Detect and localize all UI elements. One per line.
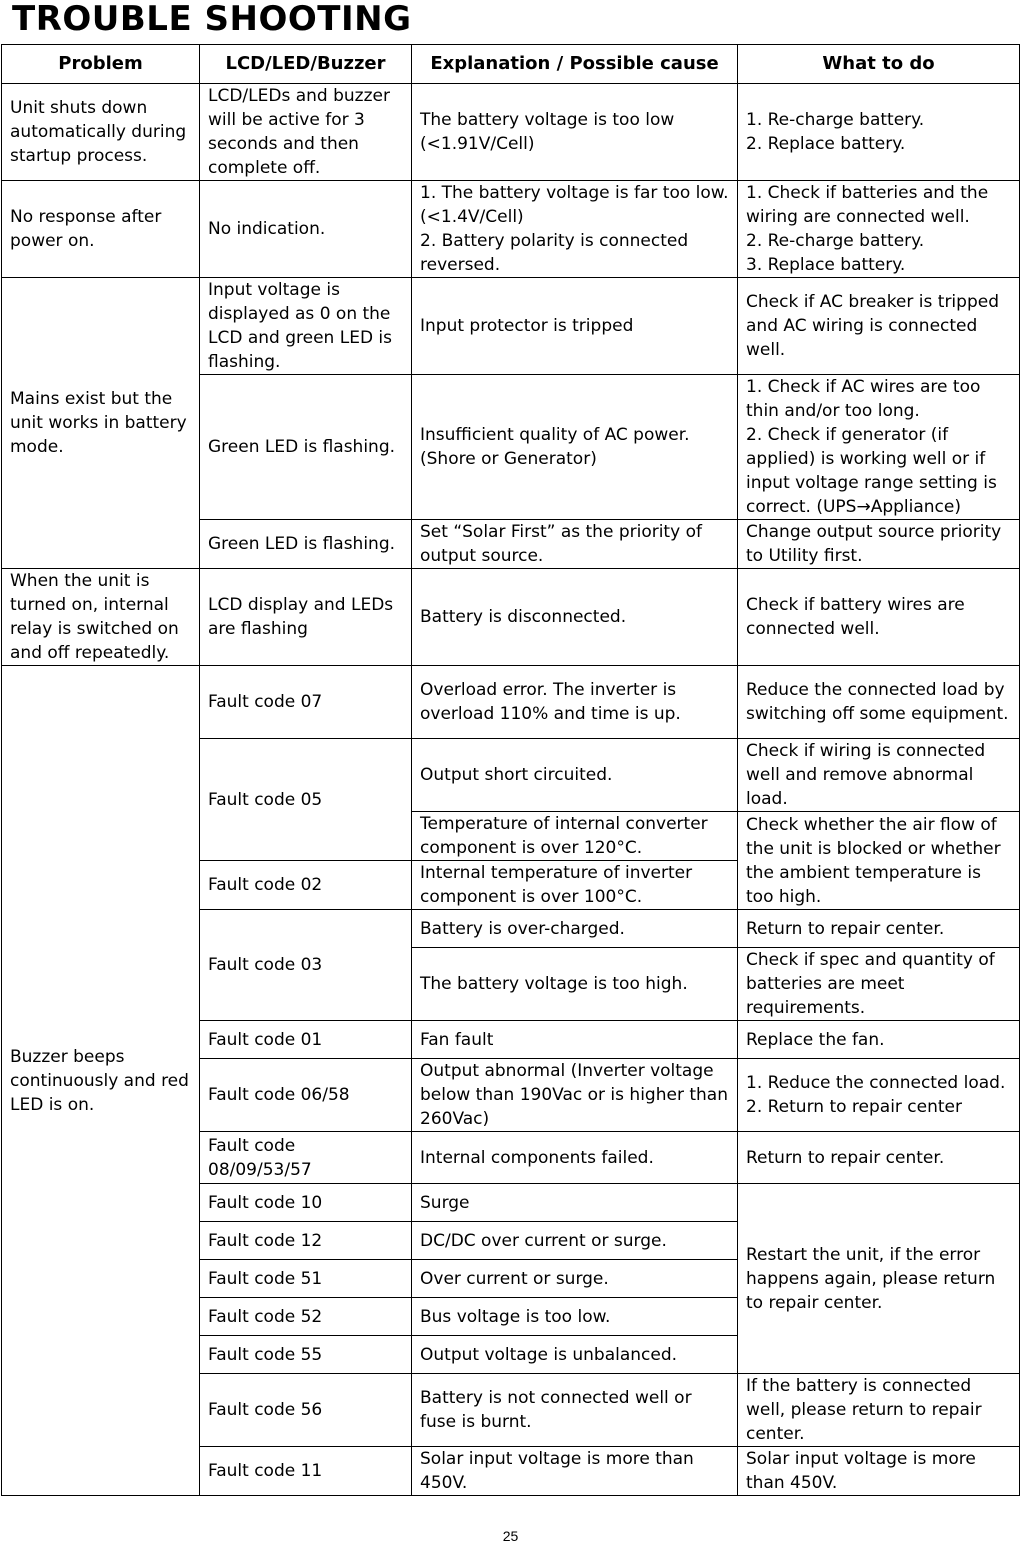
cause-cell: Battery is disconnected. <box>412 569 738 666</box>
page-number: 25 <box>502 1528 519 1544</box>
indicator-cell: Fault code 12 <box>200 1222 412 1260</box>
cause-cell: Surge <box>412 1184 738 1222</box>
cause-cell: Internal components failed. <box>412 1132 738 1184</box>
cause-cell: Set “Solar First” as the priority of output source. <box>412 520 738 569</box>
indicator-cell: Fault code 03 <box>200 910 412 1021</box>
table-row <box>2 569 1020 666</box>
action-cell: Return to repair center. <box>738 1132 1020 1184</box>
action-cell: Reduce the connected load by switching off some equipment. <box>738 666 1020 739</box>
action-cell <box>738 375 1020 520</box>
indicator-cell: Fault code 10 <box>200 1184 412 1222</box>
page-title: TROUBLE SHOOTING <box>12 0 412 39</box>
cause-cell: Solar input voltage is more than 450V. <box>412 1447 738 1496</box>
action-cell: Check if AC breaker is tripped and AC wiring is connected well. <box>738 278 1020 375</box>
action-cell: Change output source priority to Utility first. <box>738 520 1020 569</box>
table-row <box>2 666 1020 739</box>
cause-cell: Input protector is tripped <box>412 278 738 375</box>
action-line: 2. Re-charge battery. <box>746 231 925 251</box>
action-cell: Check if battery wires are connected well. <box>738 569 1020 666</box>
action-cell: Restart the unit, if the error happens again, please return to repair center. <box>738 1184 1020 1374</box>
indicator-cell: Fault code 02 <box>200 861 412 910</box>
cause-cell <box>412 181 738 278</box>
action-cell: Check if spec and quantity of batteries are meet requirements. <box>738 948 1020 1021</box>
cause-line: Insufficient quality of AC power. <box>420 425 690 445</box>
indicator-cell: Fault code 01 <box>200 1021 412 1059</box>
cause-cell: The battery voltage is too high. <box>412 948 738 1021</box>
action-cell: Solar input voltage is more than 450V. <box>738 1447 1020 1496</box>
cause-cell: Bus voltage is too low. <box>412 1298 738 1336</box>
indicator-cell: Green LED is flashing. <box>200 520 412 569</box>
header-indicator: LCD/LED/Buzzer <box>200 45 412 84</box>
cause-line: 1. The battery voltage is far too low. (<1.4V/Cell) <box>420 183 729 227</box>
problem-cell: No response after power on. <box>2 181 200 278</box>
table-header-row <box>2 45 1020 84</box>
action-line: 2. Return to repair center <box>746 1097 963 1117</box>
cause-line: 2. Battery polarity is connected reversed. <box>420 231 689 275</box>
table-row <box>2 278 1020 375</box>
indicator-cell: Fault code 55 <box>200 1336 412 1374</box>
action-cell <box>738 1059 1020 1132</box>
cause-cell: Output short circuited. <box>412 739 738 812</box>
troubleshooting-table <box>1 44 1020 1496</box>
action-line: 1. Reduce the connected load. <box>746 1073 1006 1093</box>
indicator-cell: Fault code 07 <box>200 666 412 739</box>
action-cell: Check if wiring is connected well and remove abnormal load. <box>738 739 1020 812</box>
action-cell <box>738 84 1020 181</box>
action-line: 2. Replace battery. <box>746 134 906 154</box>
cause-cell <box>412 375 738 520</box>
action-cell: Check whether the air flow of the unit is blocked or whether the ambient temperature is too high. <box>738 812 1020 910</box>
cause-cell: Temperature of internal converter component is over 120°C. <box>412 812 738 861</box>
indicator-cell: Fault code 51 <box>200 1260 412 1298</box>
action-line: 1. Check if batteries and the wiring are connected well. <box>746 183 989 227</box>
action-cell: If the battery is connected well, please return to repair center. <box>738 1374 1020 1447</box>
cause-cell: Output voltage is unbalanced. <box>412 1336 738 1374</box>
indicator-cell: Fault code 06/58 <box>200 1059 412 1132</box>
indicator-cell: LCD display and LEDs are flashing <box>200 569 412 666</box>
action-line: 1. Re-charge battery. <box>746 110 925 130</box>
indicator-cell: Fault code 11 <box>200 1447 412 1496</box>
indicator-cell: Input voltage is displayed as 0 on the LCD and green LED is flashing. <box>200 278 412 375</box>
cause-cell: Over current or surge. <box>412 1260 738 1298</box>
action-cell: Return to repair center. <box>738 910 1020 948</box>
action-cell: Replace the fan. <box>738 1021 1020 1059</box>
indicator-cell: Fault code 52 <box>200 1298 412 1336</box>
indicator-cell: LCD/LEDs and buzzer will be active for 3 seconds and then complete off. <box>200 84 412 181</box>
cause-cell: Fan fault <box>412 1021 738 1059</box>
header-action: What to do <box>738 45 1020 84</box>
cause-cell: Internal temperature of inverter component is over 100°C. <box>412 861 738 910</box>
action-line: 1. Check if AC wires are too thin and/or too long. <box>746 377 981 421</box>
indicator-cell: Fault code 56 <box>200 1374 412 1447</box>
cause-cell: Output abnormal (Inverter voltage below than 190Vac or is higher than 260Vac) <box>412 1059 738 1132</box>
problem-cell: Mains exist but the unit works in battery mode. <box>2 278 200 569</box>
cause-cell: Overload error. The inverter is overload 110% and time is up. <box>412 666 738 739</box>
cause-cell: DC/DC over current or surge. <box>412 1222 738 1260</box>
indicator-cell: Fault code 05 <box>200 739 412 861</box>
action-line: 3. Replace battery. <box>746 255 906 275</box>
cause-cell: The battery voltage is too low (<1.91V/Cell) <box>412 84 738 181</box>
problem-cell: Unit shuts down automatically during startup process. <box>2 84 200 181</box>
cause-cell: Battery is not connected well or fuse is burnt. <box>412 1374 738 1447</box>
problem-cell: When the unit is turned on, internal relay is switched on and off repeatedly. <box>2 569 200 666</box>
header-problem: Problem <box>2 45 200 84</box>
indicator-cell: No indication. <box>200 181 412 278</box>
cause-cell: Battery is over-charged. <box>412 910 738 948</box>
indicator-cell: Green LED is flashing. <box>200 375 412 520</box>
action-cell <box>738 181 1020 278</box>
cause-line: (Shore or Generator) <box>420 449 597 469</box>
table-row <box>2 84 1020 181</box>
indicator-cell: Fault code 08/09/53/57 <box>200 1132 412 1184</box>
action-line: 2. Check if generator (if applied) is working well or if input voltage range setting is correct. (UPS→Appliance) <box>746 425 997 517</box>
header-cause: Explanation / Possible cause <box>412 45 738 84</box>
table-row <box>2 181 1020 278</box>
problem-cell: Buzzer beeps continuously and red LED is on. <box>2 666 200 1496</box>
